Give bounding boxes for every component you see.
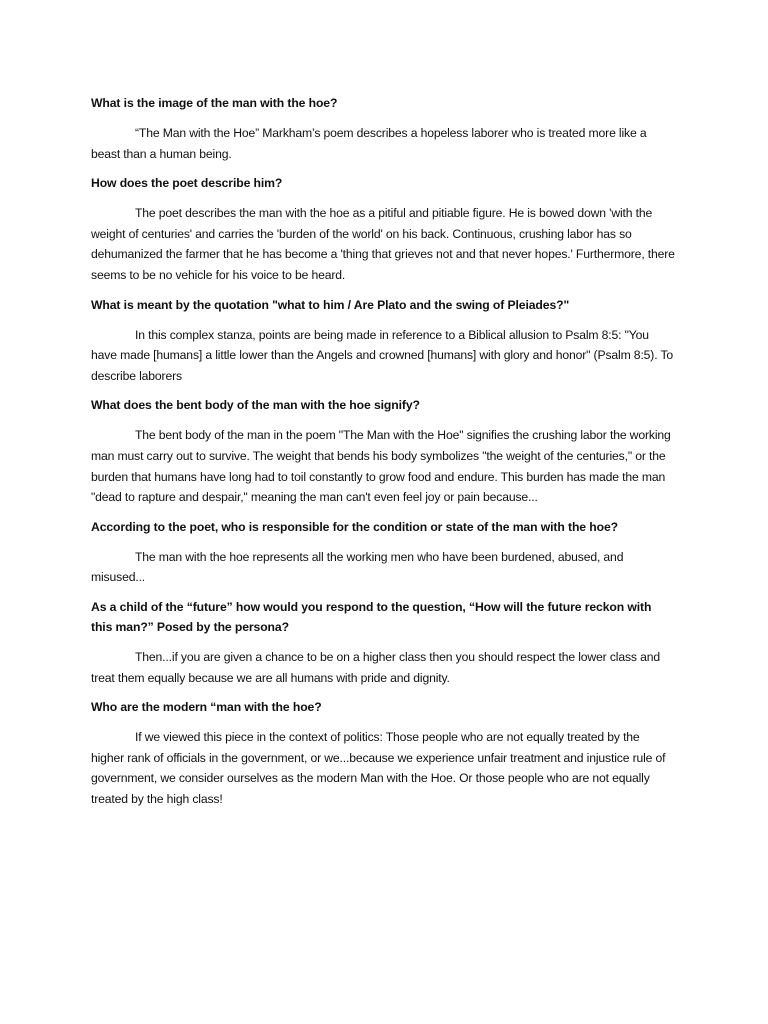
answer-paragraph: In this complex stanza, points are being made in reference to a Biblical allusion to Psalm 8:5: "You have made [humans] a little lower than the Angels and crowned [humans] with glory and honor" (Psalm 8:5). To describe laborers (91, 327, 674, 383)
question-heading: As a child of the “future” how would you respond to the question, “How will the future reckon with this man?” Posed by the persona? (91, 599, 652, 634)
answer-paragraph: The bent body of the man in the poem "The Man with the Hoe" signifies the crushing labor the working man must carry out to survive. The weight that bends his body symbolizes "the weight of the centuries," or the burden that humans have long had to toil constantly to grow food and endure. This burden has made the man "dead to rapture and despair," meaning the man can't even feel joy or pain because... (91, 428, 671, 505)
answer-paragraph: “The Man with the Hoe” Markham’s poem describes a hopeless laborer who is treated more like a beast than a human being. (91, 126, 647, 161)
answer-paragraph: The poet describes the man with the hoe as a pitiful and pitiable figure. He is bowed down 'with the weight of centuries' and carries the 'burden of the world' on his back. Continuous, crushing labor has so dehumanized the farmer that he has become a 'thing that grieves not and that never hopes.' Furthermore, there seems to be no vehicle for his voice to be heard. (91, 206, 675, 282)
answer-paragraph: Then...if you are given a chance to be on a higher class then you should respect the lower class and treat them equally because we are all humans with pride and dignity. (91, 649, 660, 685)
question-heading: What is meant by the quotation "what to him / Are Plato and the swing of Pleiades?" (91, 297, 570, 312)
document-body (91, 93, 675, 809)
question-heading: How does the poet describe him? (91, 176, 283, 191)
question-heading: What does the bent body of the man with the hoe signify? (91, 398, 420, 413)
question-heading: According to the poet, who is responsible for the condition or state of the man with the hoe? (91, 519, 618, 534)
answer-paragraph: If we viewed this piece in the context of politics: Those people who are not equally treated by the higher rank of officials in the government, or we...because we experience unfair treatment and injustice rule of government, we consider ourselves as the modern Man with the Hoe. Or those people who are not equally treated by the high class! (91, 730, 666, 806)
question-heading: Who are the modern “man with the hoe? (91, 700, 322, 715)
question-heading: What is the image of the man with the hoe? (91, 96, 338, 110)
answer-paragraph: The man with the hoe represents all the working men who have been burdened, abused, and misused... (91, 549, 624, 585)
